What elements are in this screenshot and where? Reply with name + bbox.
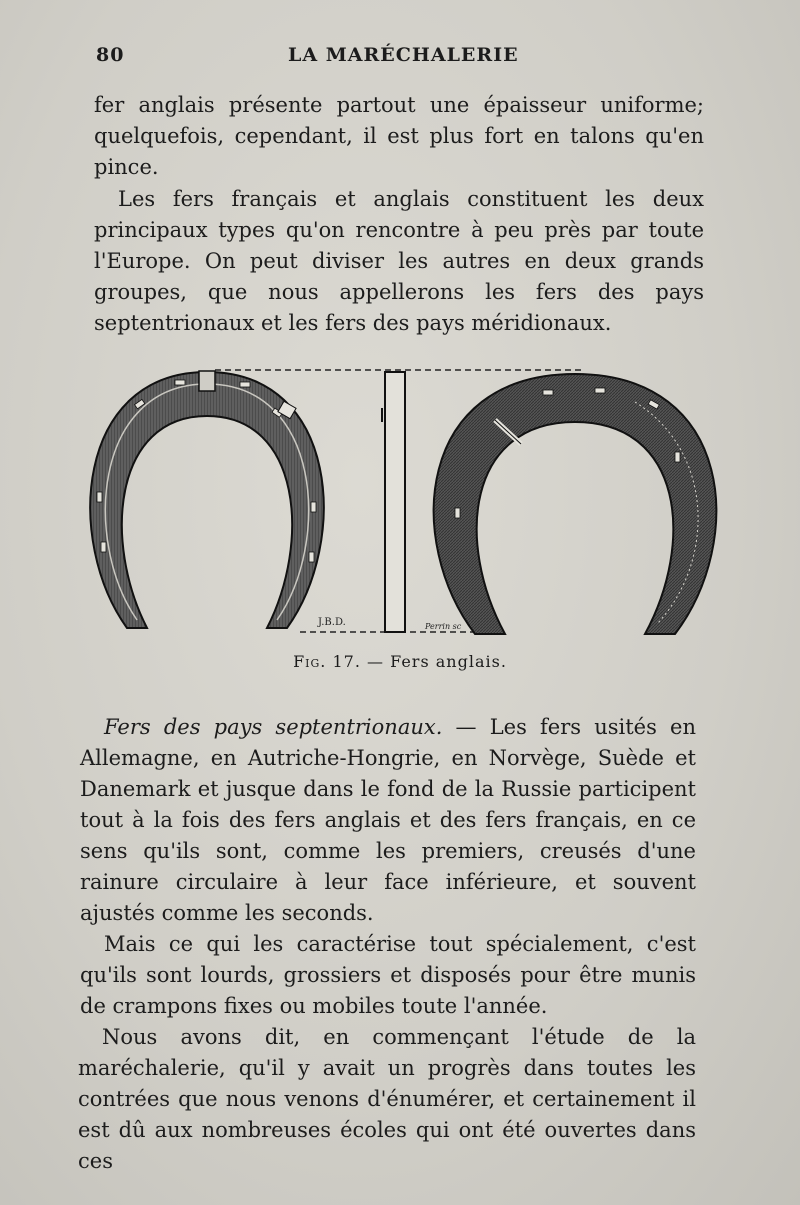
paragraph-2: Les fers français et anglais constituent les deux principaux types qu'on rencontre à peu près par toute l'Europe. On peut diviser les autres en deux grands groupes, que nous appellerons les fers des pays septentrionaux et les fers des pays méridionaux. — [94, 187, 704, 335]
right-horseshoe — [434, 374, 717, 634]
figure-horseshoes — [75, 362, 725, 647]
left-horseshoe — [90, 371, 323, 628]
engraver-signature-right: Perrin sc — [425, 622, 462, 631]
profile-bar — [382, 372, 405, 632]
figure-caption — [0, 652, 800, 671]
running-title: LA MARÉCHALERIE — [288, 44, 519, 66]
figure-caption-text: — Fers anglais. — [360, 652, 507, 671]
engraver-signature-left: J.B.D. — [318, 617, 346, 628]
paragraph-5: Nous avons dit, en commençant l'étude de la maréchalerie, qu'il y avait un progrès dans toutes les contrées que nous venons d'énumérer, et certainement il est dû aux nombreuses écoles qui ont été ouvertes dans ces — [78, 1025, 696, 1173]
paragraph-1: fer anglais présente partout une épaisseur uniforme; quelquefois, cependant, il est plus fort en talons qu'en pince. — [94, 93, 704, 179]
horseshoe-illustration — [75, 362, 725, 647]
paragraph-3 — [80, 712, 696, 929]
paragraph-4: Mais ce qui les caractérise tout spécialement, c'est qu'ils sont lourds, grossiers et disposés pour être munis de crampons fixes ou mobiles toute l'année. — [80, 932, 696, 1018]
page-header — [96, 44, 696, 74]
section-lead: Fers des pays septentrionaux. — [104, 715, 443, 739]
figure-label: Fig. 17. — [293, 652, 361, 671]
page-number: 80 — [96, 44, 125, 66]
paragraph-3-body: — Les fers usités en Allemagne, en Autriche-Hongrie, en Norvège, Suède et Danemark et jusque dans le fond de la Russie participent tout à la fois des fers anglais et des fers français, en ce sens qu'ils sont, comme les premiers, creusés d'une rainure circulaire à leur face inférieure, et souvent ajustés comme les seconds. — [80, 715, 696, 925]
